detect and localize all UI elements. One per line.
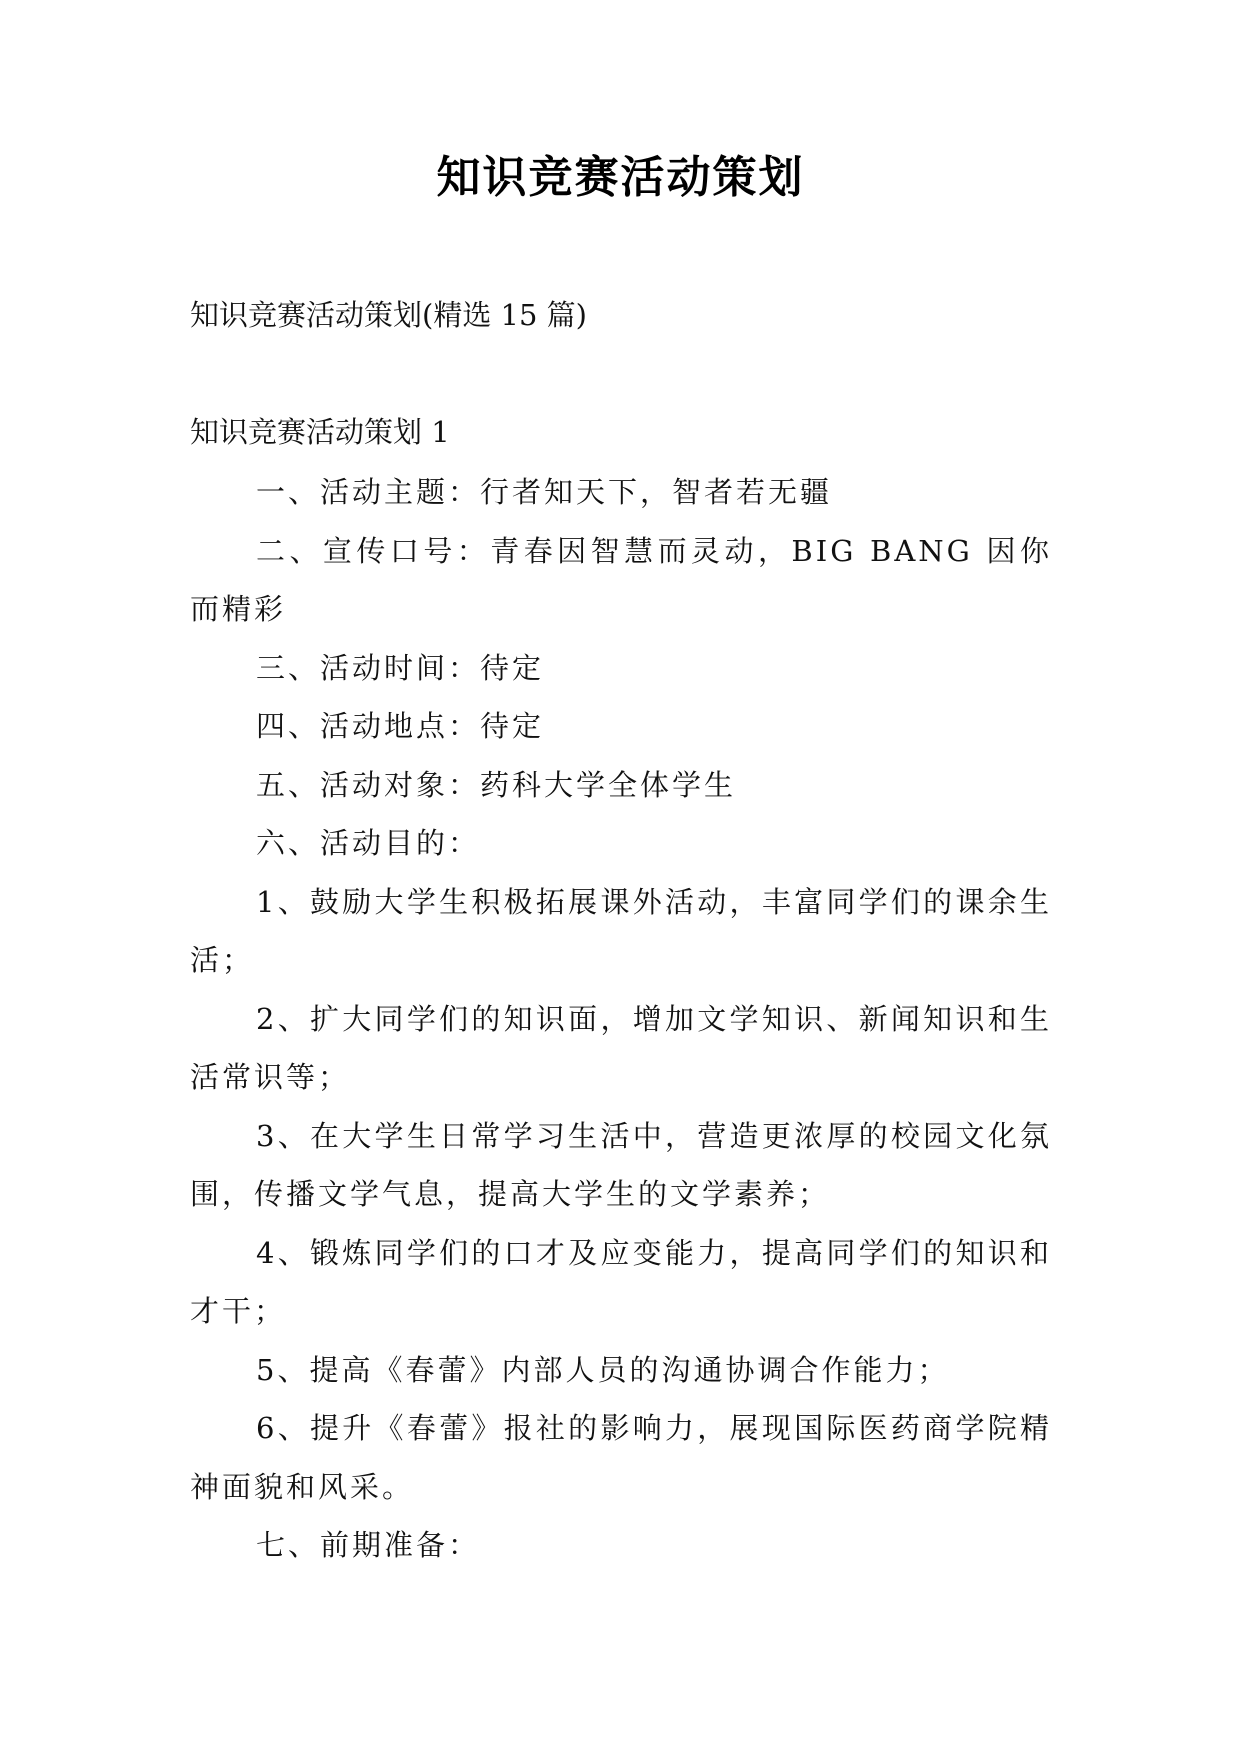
paragraph-time: 三、活动时间：待定 (256, 650, 545, 685)
paragraph-preparation-heading: 七、前期准备： (256, 1528, 481, 1562)
paragraph-audience: 五、活动对象：药科大学全体学生 (256, 767, 737, 802)
document-body (190, 463, 1052, 1575)
paragraph-purpose-5: 5、提高《春蕾》内部人员的沟通协调合作能力； (256, 1352, 950, 1387)
paragraph-purpose-heading: 六、活动目的： (256, 826, 481, 860)
paragraph-purpose-6: 6、提升《春蕾》报社的影响力，展现国际医药商学院精神面貌和风采。 (190, 1411, 1052, 1504)
paragraph-purpose-1: 1、鼓励大学生积极拓展课外活动，丰富同学们的课余生活； (190, 884, 1052, 977)
paragraph-theme: 一、活动主题：行者知天下，智者若无疆 (256, 475, 833, 509)
document-subtitle: 知识竞赛活动策划(精选 15 篇) (190, 298, 587, 332)
paragraph-location: 四、活动地点：待定 (256, 709, 545, 743)
paragraph-purpose-4: 4、锻炼同学们的口才及应变能力，提高同学们的知识和才干； (190, 1235, 1052, 1328)
section-heading: 知识竞赛活动策划 1 (190, 415, 450, 449)
paragraph-slogan: 二、宣传口号：青春因智慧而灵动，BIG BANG 因你而精彩 (190, 533, 1052, 626)
document-title: 知识竞赛活动策划 (436, 152, 805, 203)
paragraph-purpose-3: 3、在大学生日常学习生活中，营造更浓厚的校园文化氛围，传播文学气息，提高大学生的文学素养； (190, 1118, 1052, 1211)
paragraph-purpose-2: 2、扩大同学们的知识面，增加文学知识、新闻知识和生活常识等； (190, 1001, 1052, 1094)
